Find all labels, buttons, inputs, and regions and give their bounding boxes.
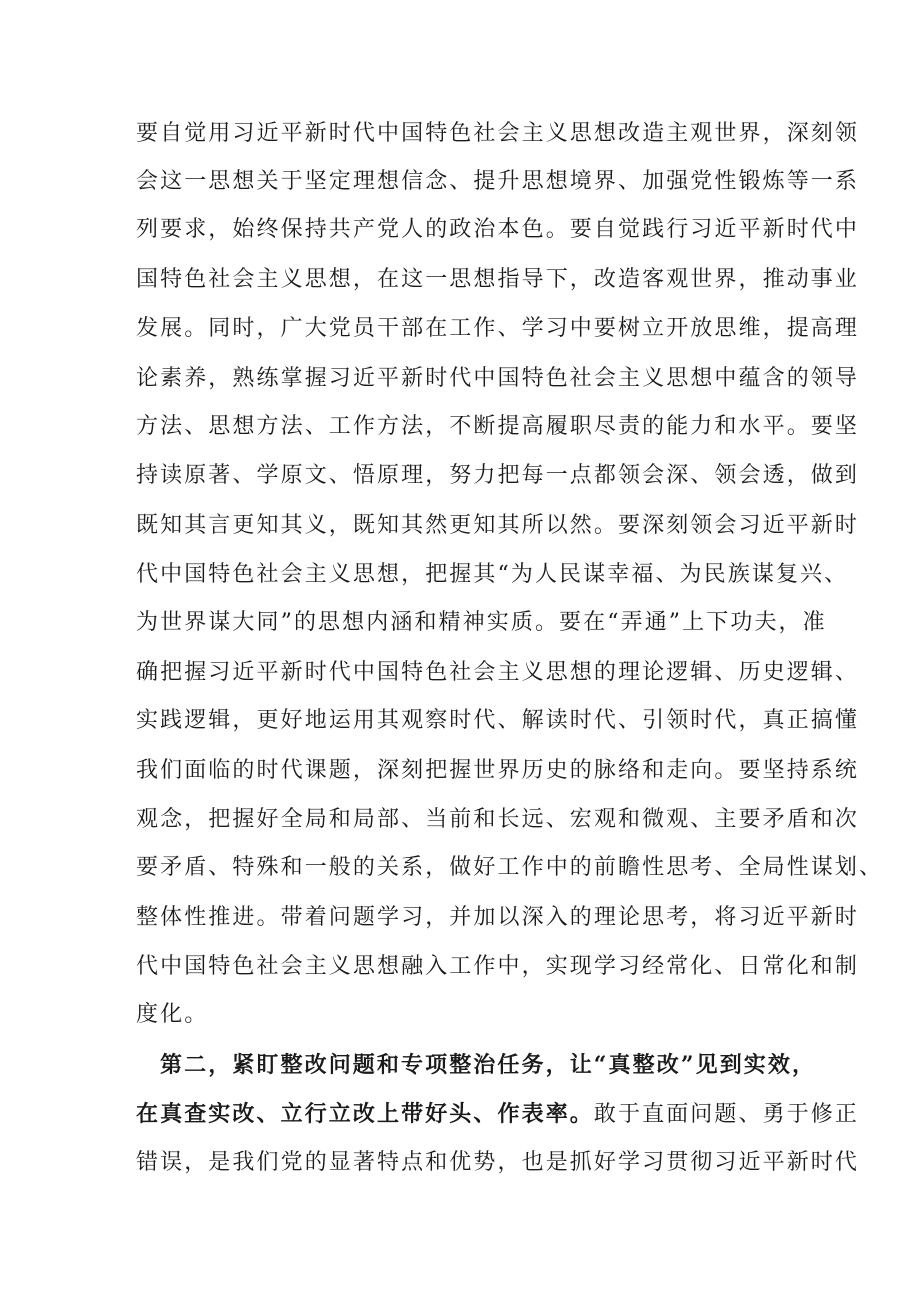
body-line-10: 代中国特色社会主义思想，把握其“为人民谋幸福、为民族谋复兴、 xyxy=(136,562,849,587)
body-line-3: 列要求，始终保持共产党人的政治本色。要自觉践行习近平新时代中 xyxy=(136,217,860,242)
body-line-2: 会这一思想关于坚定理想信念、提升思想境界、加强党性锻炼等一系 xyxy=(136,169,860,194)
body-line-4: 国特色社会主义思想，在这一思想指导下，改造客观世界，推动事业 xyxy=(136,267,860,292)
body-line-14: 我们面临的时代课题，深刻把握世界历史的脉络和走向。要坚持系统 xyxy=(136,758,860,783)
body-line-13: 实践逻辑，更好地运用其观察时代、解读时代、引领时代，真正搞懂 xyxy=(136,708,860,733)
section-line-2 xyxy=(136,1099,859,1130)
section-heading-line-2: 在真查实改、立行立改上带好头、作表率。 xyxy=(136,1101,594,1127)
body-line-15: 观念，把握好全局和局部、当前和长远、宏观和微观、主要矛盾和次 xyxy=(136,807,860,832)
section-line-3: 错误，是我们党的显著特点和优势，也是抓好学习贯彻习近平新时代 xyxy=(136,1150,860,1175)
body-line-6: 论素养，熟练掌握习近平新时代中国特色社会主义思想中蕴含的领导 xyxy=(136,366,860,391)
section-body-start: 敢于直面问题、勇于修正 xyxy=(593,1102,860,1127)
body-line-17: 整体性推进。带着问题学习，并加以深入的理论思考，将习近平新时 xyxy=(136,905,860,930)
section-heading-line-1: 第二，紧盯整改问题和专项整治任务，让“真整改”见到实效， xyxy=(160,1052,817,1078)
body-line-12: 确把握习近平新时代中国特色社会主义思想的理论逻辑、历史逻辑、 xyxy=(136,660,860,685)
body-line-9: 既知其言更知其义，既知其然更知其所以然。要深刻领会习近平新时 xyxy=(136,513,860,538)
body-line-5: 发展。同时，广大党员干部在工作、学习中要树立开放思维，提高理 xyxy=(136,316,860,341)
body-line-8: 持读原著、学原文、悟原理，努力把每一点都领会深、领会透，做到 xyxy=(136,463,860,488)
body-line-1: 要自觉用习近平新时代中国特色社会主义思想改造主观世界，深刻领 xyxy=(136,121,860,146)
body-line-7: 方法、思想方法、工作方法，不断提高履职尽责的能力和水平。要坚 xyxy=(136,414,860,439)
body-line-19: 度化。 xyxy=(136,1002,209,1027)
body-line-18: 代中国特色社会主义思想融入工作中，实现学习经常化、日常化和制 xyxy=(136,954,860,979)
body-line-11: 为世界谋大同”的思想内涵和精神实质。要在“弄通”上下功夫，准 xyxy=(136,610,827,635)
body-line-16: 要矛盾、特殊和一般的关系，做好工作中的前瞻性思考、全局性谋划、 xyxy=(136,855,884,880)
